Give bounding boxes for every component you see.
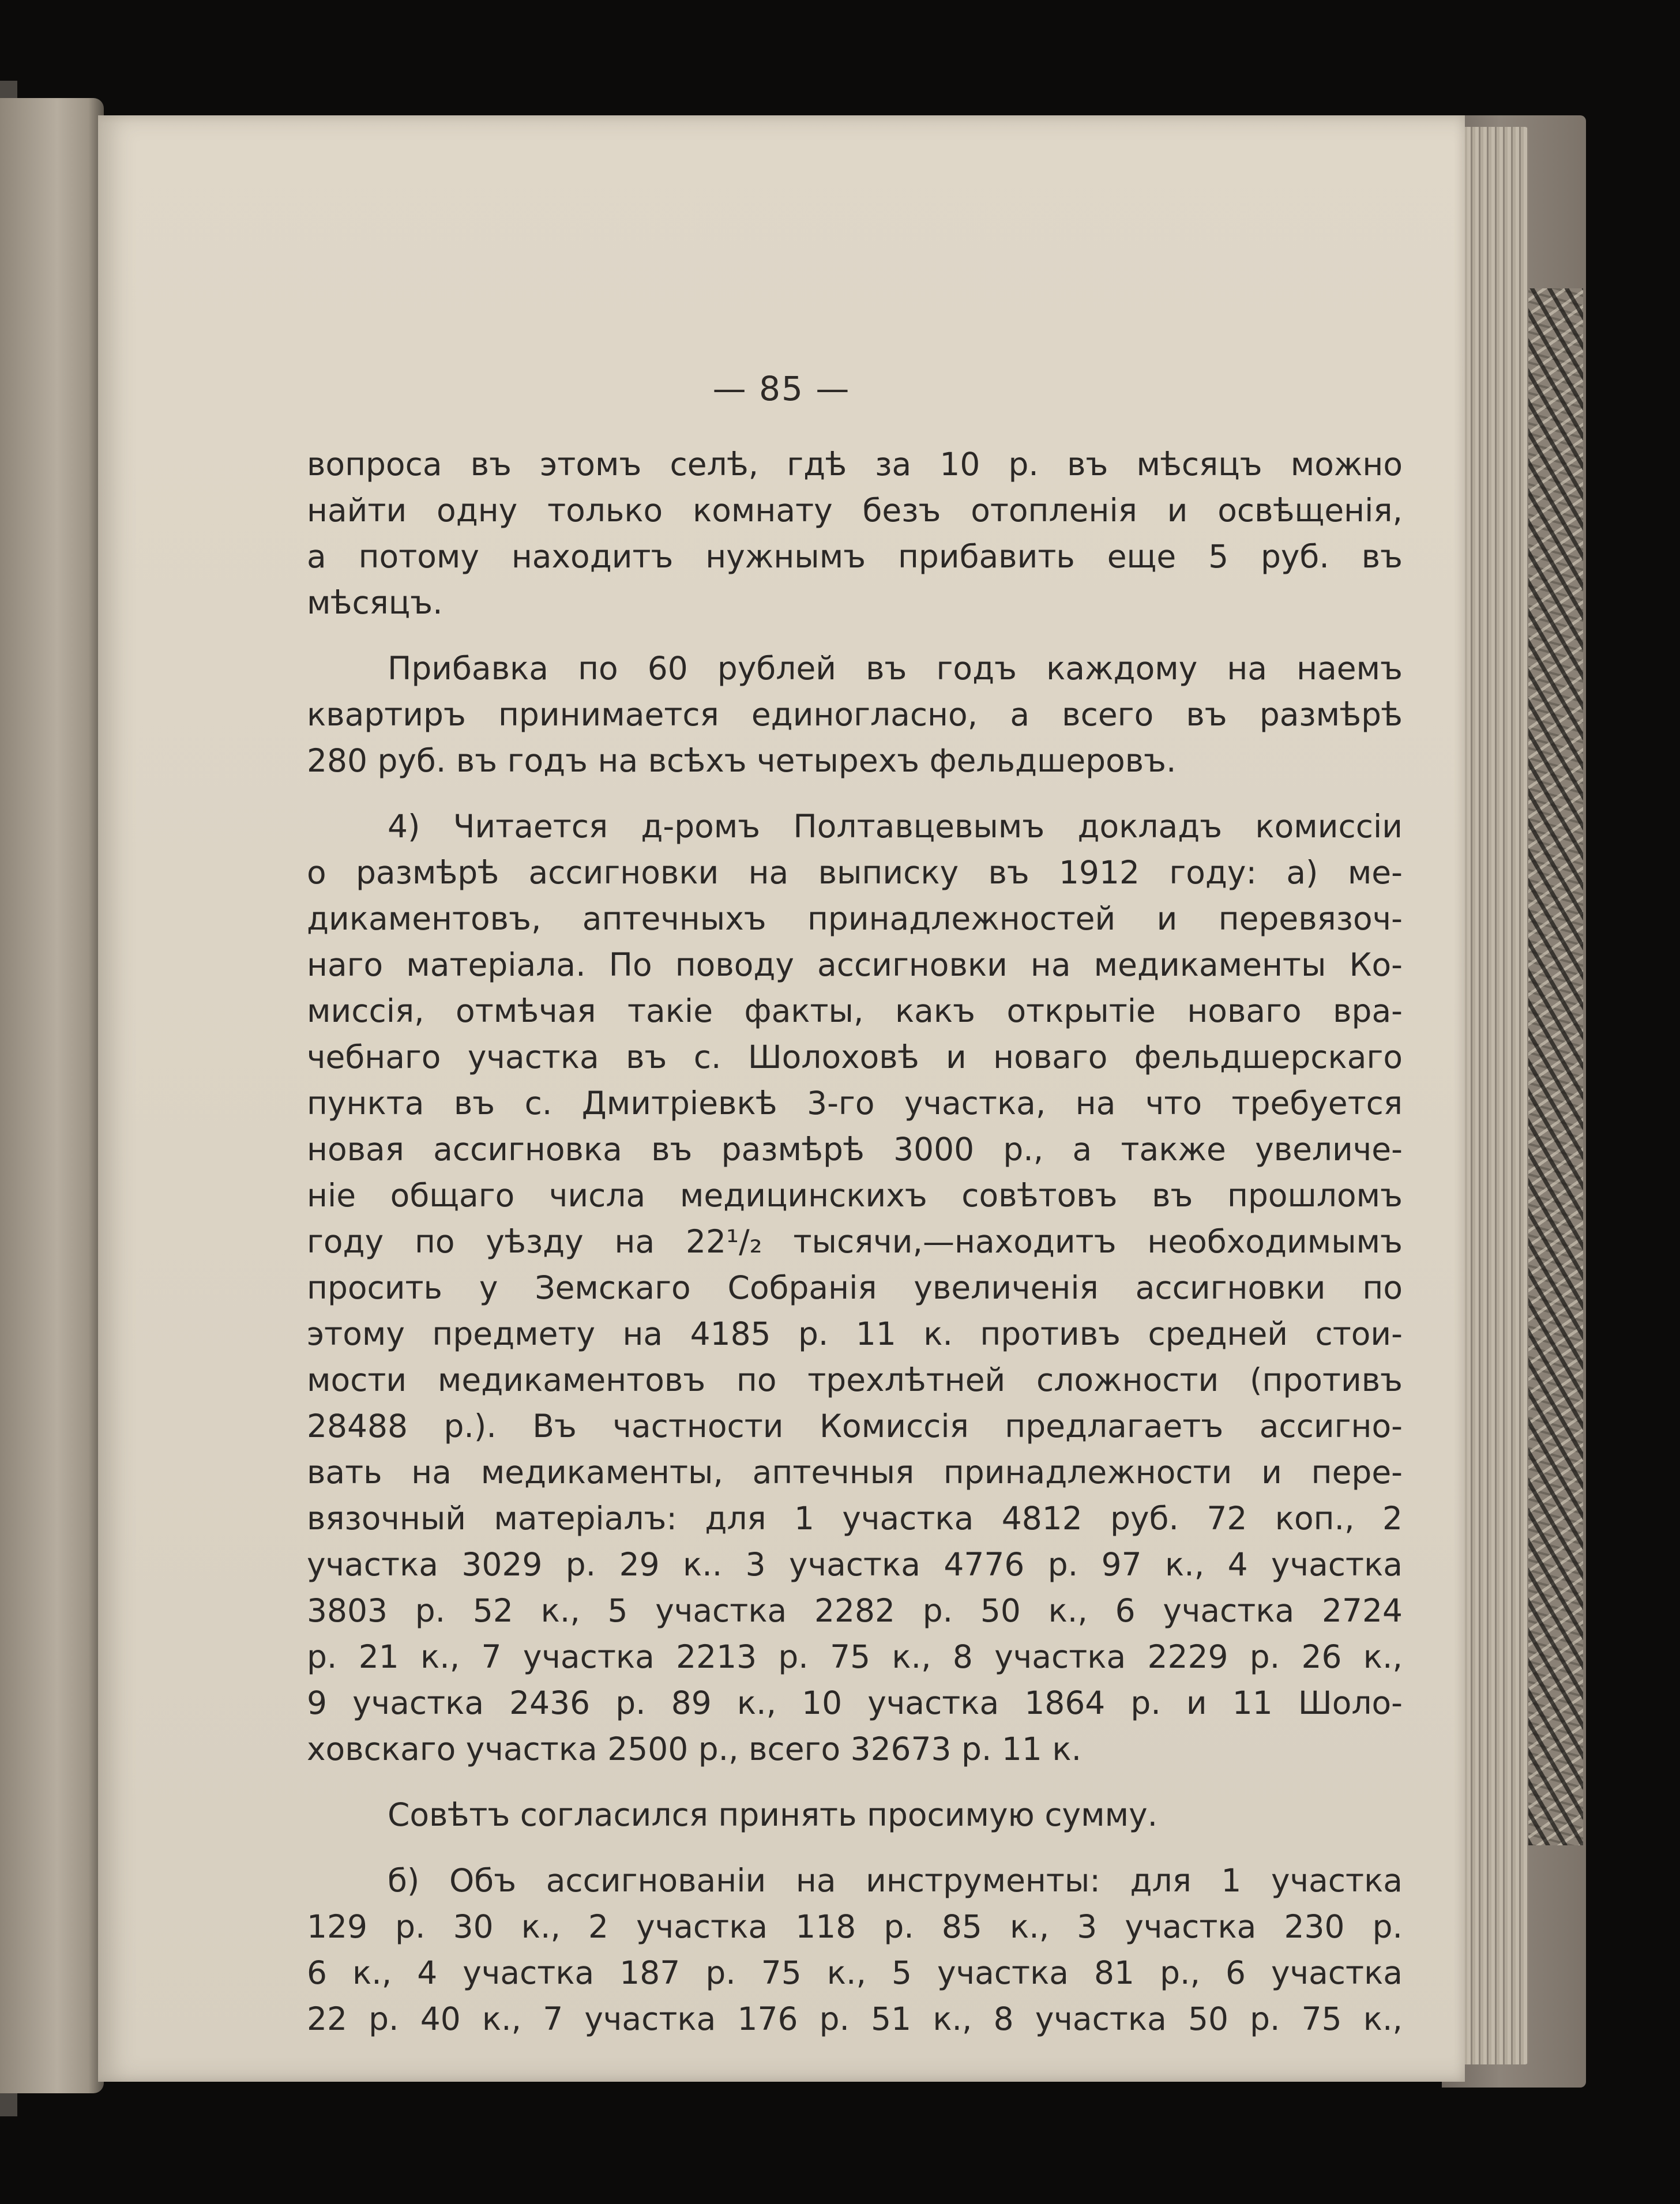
page-number: — 85 —	[712, 369, 851, 408]
text-line: квартиръ принимается единогласно, а всего въ размѣрѣ	[307, 696, 1403, 733]
text-line: этому предмету на 4185 р. 11 к. противъ средней стои-	[307, 1315, 1403, 1352]
text-line: просить у Земскаго Собранія увеличенія ассигновки по	[307, 1269, 1403, 1306]
text-line: б) Объ ассигнованіи на инструменты: для 1 участка	[388, 1862, 1403, 1899]
text-line: чебнаго участка въ с. Шолоховѣ и новаго фельдшерскаго	[307, 1039, 1403, 1075]
text-line: Совѣтъ согласился принять просимую сумму.	[388, 1796, 1158, 1833]
text-line: наго матеріала. По поводу ассигновки на медикаменты Ко-	[307, 946, 1403, 983]
book-page	[98, 115, 1465, 2082]
text-line: вязочный матеріалъ: для 1 участка 4812 руб. 72 коп., 2	[307, 1500, 1403, 1537]
text-line: ніе общаго числа медицинскихъ совѣтовъ въ прошломъ	[307, 1177, 1403, 1214]
text-line: 3803 р. 52 к., 5 участка 2282 р. 50 к., 6 участка 2724	[307, 1592, 1403, 1629]
text-line: ховскаго участка 2500 р., всего 32673 р. 11 к.	[307, 1731, 1082, 1767]
text-line: пункта въ с. Дмитріевкѣ 3-го участка, на что требуется	[307, 1085, 1403, 1122]
text-line: 28488 р.). Въ частности Комиссія предлагаетъ ассигно-	[307, 1408, 1403, 1445]
text-line: вать на медикаменты, аптечныя принадлежности и пере-	[307, 1454, 1403, 1491]
text-line: 9 участка 2436 р. 89 к., 10 участка 1864 р. и 11 Шоло-	[307, 1684, 1403, 1721]
text-line: мѣсяцъ.	[307, 584, 443, 621]
text-line: мости медикаментовъ по трехлѣтней сложности (противъ	[307, 1361, 1403, 1398]
text-line: дикаментовъ, аптечныхъ принадлежностей и перевязоч-	[307, 900, 1403, 937]
text-line: 4) Читается д-ромъ Полтавцевымъ докладъ комиссіи	[388, 808, 1403, 845]
text-line: новая ассигновка въ размѣрѣ 3000 р., а также увеличе-	[307, 1131, 1403, 1168]
text-line: найти одну только комнату безъ отопленія и освѣщенія,	[307, 492, 1403, 529]
text-line: году по уѣзду на 22¹/₂ тысячи,—находитъ необходимымъ	[307, 1223, 1403, 1260]
text-line: 6 к., 4 участка 187 р. 75 к., 5 участка 81 р., 6 участка	[307, 1954, 1403, 1991]
page-stack-edge	[1459, 127, 1528, 2064]
left-page-edge	[0, 98, 104, 2093]
text-line: о размѣрѣ ассигновки на выписку въ 1912 году: а) ме-	[307, 854, 1403, 891]
text-line: 280 руб. въ годъ на всѣхъ четырехъ фельдшеровъ.	[307, 742, 1177, 779]
text-line: вопроса въ этомъ селѣ, гдѣ за 10 р. въ мѣсяцъ можно	[307, 446, 1403, 483]
text-line: р. 21 к., 7 участка 2213 р. 75 к., 8 участка 2229 р. 26 к.,	[307, 1638, 1403, 1675]
text-line: участка 3029 р. 29 к.. 3 участка 4776 р. 97 к., 4 участка	[307, 1546, 1403, 1583]
text-line: 129 р. 30 к., 2 участка 118 р. 85 к., 3 участка 230 р.	[307, 1908, 1403, 1945]
page-text	[307, 441, 1403, 2042]
text-line: миссія, отмѣчая такіе факты, какъ открытіе новаго вра-	[307, 992, 1403, 1029]
marbled-endpaper	[1528, 288, 1583, 1845]
text-line: 22 р. 40 к., 7 участка 176 р. 51 к., 8 участка 50 р. 75 к.,	[307, 2000, 1403, 2037]
text-line: а потому находитъ нужнымъ прибавить еще 5 руб. въ	[307, 538, 1403, 575]
text-line: Прибавка по 60 рублей въ годъ каждому на наемъ	[388, 650, 1403, 687]
